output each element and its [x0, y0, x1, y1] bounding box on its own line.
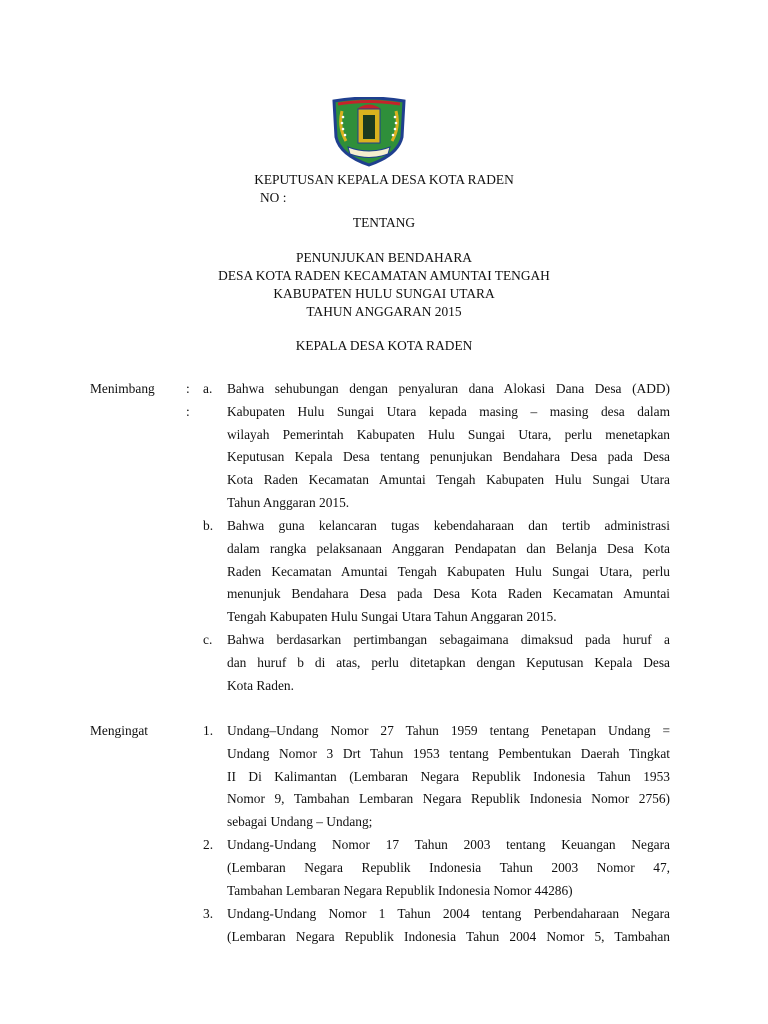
- decree-authority: KEPALA DESA KOTA RADEN: [295, 338, 473, 353]
- paragraph-line: Kota Raden.: [227, 677, 294, 693]
- paragraph-line: Undang-Undang Nomor 17 Tahun 2003 tentang Keuangan Negara: [227, 837, 670, 852]
- regency-coat-of-arms-icon: [328, 97, 410, 167]
- decree-subject-line-1: PENUNJUKAN BENDAHARA: [296, 250, 472, 265]
- menimbang-marker-b: b.: [203, 518, 214, 533]
- paragraph-line: Kota Raden Kecamatan Amuntai Tengah Kabupaten Hulu Sungai Utara: [227, 472, 670, 488]
- paragraph-line: Undang–Undang Nomor 27 Tahun 1959 tentang Penetapan Undang =: [227, 723, 670, 738]
- paragraph-line: Kabupaten Hulu Sungai Utara kepada masing – masing desa dalam: [227, 403, 670, 419]
- paragraph-line: Undang-Undang Nomor 1 Tahun 2004 tentang Perbendaharaan Negara: [227, 906, 670, 921]
- decree-subject-line-3: KABUPATEN HULU SUNGAI UTARA: [273, 286, 495, 301]
- decree-subject-line-4: TAHUN ANGGARAN 2015: [306, 304, 462, 319]
- menimbang-colon: :: [186, 381, 190, 396]
- paragraph-line: Raden Kecamatan Amuntai Tengah Kabupaten Hulu Sungai Utara, perlu: [227, 563, 670, 579]
- paragraph-line: Tengah Kabupaten Hulu Sungai Utara Tahun Anggaran 2015.: [227, 609, 557, 625]
- decree-subject-line-2: DESA KOTA RADEN KECAMATAN AMUNTAI TENGAH: [218, 268, 550, 283]
- mengingat-item-2: [227, 834, 670, 902]
- paragraph-line: Tambahan Lembaran Negara Republik Indonesia Nomor 44286): [227, 882, 573, 898]
- paragraph-line: Nomor 9, Tambahan Lembaran Negara Republik Indonesia Nomor 2756): [227, 791, 670, 807]
- menimbang-marker-c: c.: [203, 632, 213, 647]
- paragraph-line: dalam rangka pelaksanaan Anggaran Pendapatan dan Belanja Desa Kota: [227, 540, 670, 556]
- paragraph-line: Keputusan Kepala Desa tentang penunjukan Bendahara Desa pada Desa: [227, 449, 670, 465]
- menimbang-item-a: [227, 378, 670, 515]
- decree-number: NO :: [260, 190, 287, 205]
- decree-title: KEPUTUSAN KEPALA DESA KOTA RADEN: [254, 172, 514, 187]
- decree-tentang: TENTANG: [352, 215, 416, 230]
- paragraph-line: wilayah Pemerintah Kabupaten Hulu Sungai Utara, perlu menetapkan: [227, 426, 670, 442]
- paragraph-line: menunjuk Bendahara Desa pada Desa Kota Raden Kecamatan Amuntai: [227, 586, 670, 602]
- mengingat-marker-2: 2.: [203, 837, 214, 852]
- menimbang-marker-a: a.: [203, 381, 213, 396]
- mengingat-item-3: [227, 903, 670, 949]
- paragraph-line: dan huruf b di atas, perlu ditetapkan dengan Keputusan Kepala Desa: [227, 654, 670, 670]
- paragraph-line: Bahwa guna kelancaran tugas kebendaharaan dan tertib administrasi: [227, 518, 670, 533]
- menimbang-item-c: [227, 629, 670, 697]
- paragraph-line: Undang Nomor 3 Drt Tahun 1953 tentang Pembentukan Daerah Tingkat: [227, 745, 670, 761]
- paragraph-line: II Di Kalimantan (Lembaran Negara Republik Indonesia Tahun 1953: [227, 768, 670, 784]
- paragraph-line: Bahwa sehubungan dengan penyaluran dana Alokasi Dana Desa (ADD): [227, 381, 670, 396]
- paragraph-line: Tahun Anggaran 2015.: [227, 494, 350, 510]
- menimbang-item-b: [227, 515, 670, 629]
- mengingat-label: Mengingat: [90, 723, 149, 738]
- menimbang-label: Menimbang: [90, 381, 155, 396]
- paragraph-line: (Lembaran Negara Republik Indonesia Tahun 2004 Nomor 5, Tambahan: [227, 928, 670, 944]
- mengingat-item-1: [227, 720, 670, 834]
- mengingat-marker-1: 1.: [203, 723, 214, 738]
- paragraph-line: (Lembaran Negara Republik Indonesia Tahun 2003 Nomor 47,: [227, 859, 670, 875]
- paragraph-line: sebagai Undang – Undang;: [227, 814, 373, 830]
- paragraph-line: Bahwa berdasarkan pertimbangan sebagaimana dimaksud pada huruf a: [227, 632, 670, 647]
- mengingat-marker-3: 3.: [203, 906, 214, 921]
- menimbang-colon-2: :: [186, 404, 190, 419]
